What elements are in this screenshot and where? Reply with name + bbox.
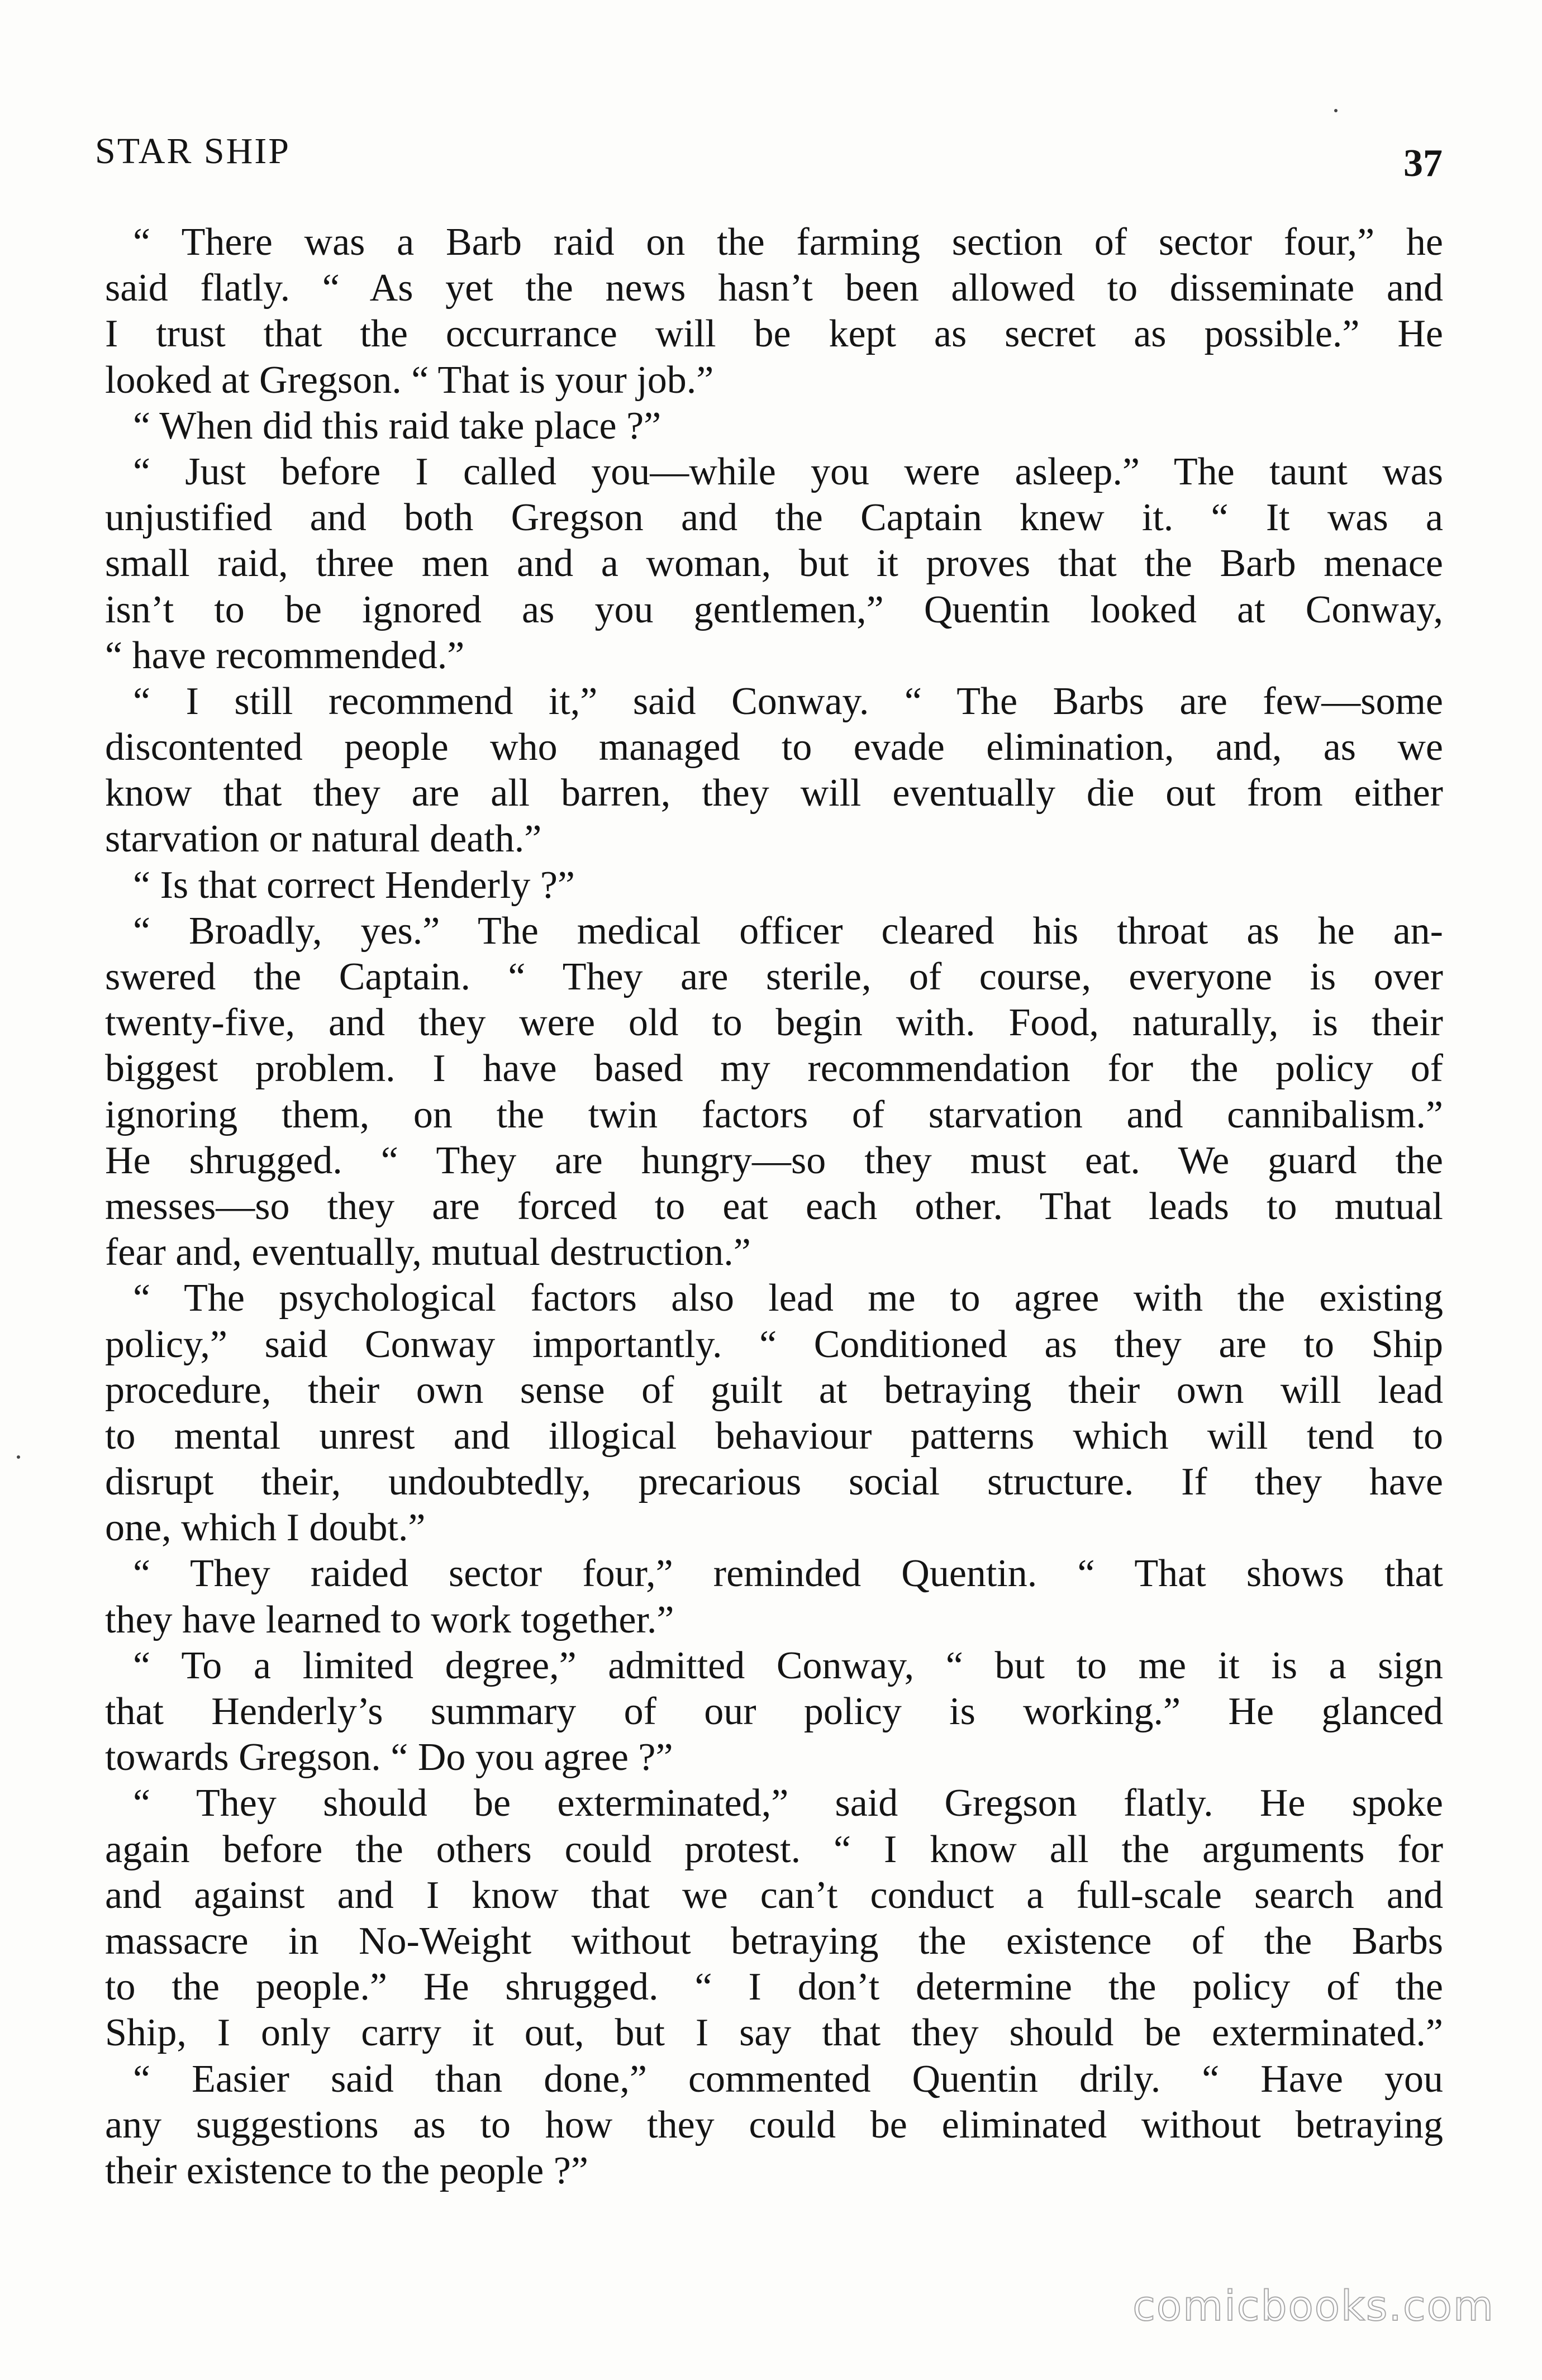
text-line: isn’t to be ignored as you gentlemen,” Quentin looked at Conway, xyxy=(105,588,1443,631)
text-line: that Henderly’s summary of our policy is working.” He glanced xyxy=(105,1690,1443,1733)
text-line: messes—so they are forced to eat each other. That leads to mutual xyxy=(105,1184,1443,1228)
text-line: policy,” said Conway importantly. “ Conditioned as they are to Ship xyxy=(105,1322,1443,1366)
text-line: “ They should be exterminated,” said Gregson flatly. He spoke xyxy=(133,1782,1443,1825)
text-line: “ When did this raid take place ?” xyxy=(133,404,661,448)
text-line: “ There was a Barb raid on the farming section of sector four,” he xyxy=(133,221,1443,264)
text-line: He shrugged. “ They are hungry—so they must eat. We guard the xyxy=(105,1139,1443,1182)
text-line: they have learned to work together.” xyxy=(105,1598,674,1641)
watermark-logo: comicbooks.com xyxy=(1132,2282,1495,2330)
text-line: “ The psychological factors also lead me to agree with the existing xyxy=(133,1277,1443,1320)
text-line: discontented people who managed to evade elimination, and, as we xyxy=(105,726,1443,769)
text-line: “ have recommended.” xyxy=(105,634,465,677)
print-speck xyxy=(17,1455,20,1459)
text-line: any suggestions as to how they could be eliminated without betraying xyxy=(105,2103,1443,2146)
print-speck xyxy=(1334,109,1338,112)
text-line: “ To a limited degree,” admitted Conway, “ but to me it is a sign xyxy=(133,1644,1443,1687)
text-line: towards Gregson. “ Do you agree ?” xyxy=(105,1736,673,1779)
text-line: one, which I doubt.” xyxy=(105,1506,426,1550)
text-line: “ Just before I called you—while you were asleep.” The taunt was xyxy=(133,450,1443,493)
text-line: and against and I know that we can’t conduct a full-scale search and xyxy=(105,1873,1443,1917)
text-line: ignoring them, on the twin factors of starvation and cannibalism.” xyxy=(105,1093,1443,1136)
text-line: disrupt their, undoubtedly, precarious social structure. If they have xyxy=(105,1460,1443,1504)
text-line: to the people.” He shrugged. “ I don’t determine the policy of the xyxy=(105,1965,1443,2009)
text-line: again before the others could protest. “ I know all the arguments for xyxy=(105,1827,1443,1871)
text-line: looked at Gregson. “ That is your job.” xyxy=(105,358,714,402)
text-line: “ Is that correct Henderly ?” xyxy=(133,863,575,907)
text-line: “ Easier said than done,” commented Quentin drily. “ Have you xyxy=(133,2057,1443,2101)
body-text xyxy=(105,220,1443,2194)
text-line: to mental unrest and illogical behaviour patterns which will tend to xyxy=(105,1414,1443,1458)
text-line: procedure, their own sense of guilt at betraying their own will lead xyxy=(105,1368,1443,1412)
text-line: “ They raided sector four,” reminded Quentin. “ That shows that xyxy=(133,1552,1443,1596)
text-line: their existence to the people ?” xyxy=(105,2149,588,2192)
text-line: unjustified and both Gregson and the Captain knew it. “ It was a xyxy=(105,496,1443,540)
text-line: massacre in No-Weight without betraying the existence of the Barbs xyxy=(105,1919,1443,1963)
text-line: “ I still recommend it,” said Conway. “ The Barbs are few—some xyxy=(133,679,1443,723)
text-line: biggest problem. I have based my recommendation for the policy of xyxy=(105,1047,1443,1091)
text-line: I trust that the occurrance will be kept as secret as possible.” He xyxy=(105,312,1443,356)
text-line: know that they are all barren, they will eventually die out from either xyxy=(105,772,1443,815)
text-line: Ship, I only carry it out, but I say that they should be exterminated.” xyxy=(105,2011,1443,2055)
text-line: said flatly. “ As yet the news hasn’t been allowed to disseminate and xyxy=(105,266,1443,310)
page-number: 37 xyxy=(1403,142,1443,185)
running-head-title: STAR SHIP xyxy=(95,131,291,172)
text-line: small raid, three men and a woman, but it proves that the Barb menace xyxy=(105,542,1443,586)
text-line: fear and, eventually, mutual destruction.” xyxy=(105,1231,751,1274)
text-line: twenty-five, and they were old to begin with. Food, naturally, is their xyxy=(105,1001,1443,1045)
text-line: starvation or natural death.” xyxy=(105,817,542,861)
text-line: swered the Captain. “ They are sterile, of course, everyone is over xyxy=(105,955,1443,998)
text-line: “ Broadly, yes.” The medical officer cleared his throat as he an- xyxy=(133,909,1443,953)
